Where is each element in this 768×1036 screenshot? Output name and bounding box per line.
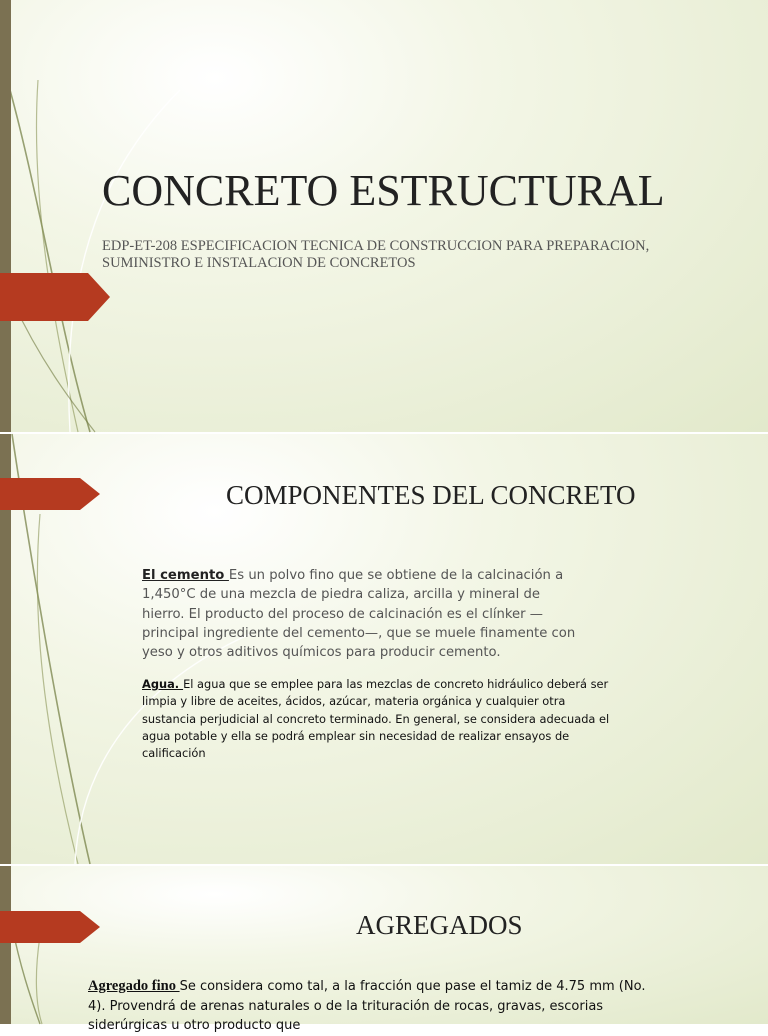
- side-bar: [0, 866, 11, 1024]
- agregado-fino-paragraph: [88, 977, 663, 1036]
- decorative-swirl: [0, 0, 200, 432]
- slide-subtitle: EDP-ET-208 ESPECIFICACION TECNICA DE CONSTRUCCION PARA PREPARACION, SUMINISTRO E INSTALACION DE CONCRETOS: [102, 238, 650, 271]
- slide-title-text: CONCRETO ESTRUCTURAL: [102, 166, 665, 215]
- slide-title-text: AGREGADOS: [356, 910, 523, 940]
- cemento-text: Es un polvo fino que se obtiene de la calcinación a 1,450°C de una mezcla de piedra caliza, arcilla y mineral de hierro. El producto del proceso de calcinación es el clínker —principal ingrediente del cemento—, que se muele finamente con yeso y otros aditivos químicos para producir cemento.: [142, 568, 576, 661]
- slide-components: [0, 434, 768, 864]
- agua-paragraph: [142, 676, 622, 762]
- agua-term: Agua.: [142, 677, 184, 691]
- slide-aggregates: [0, 866, 768, 1033]
- cemento-paragraph: [142, 566, 582, 662]
- accent-tab: [0, 478, 100, 510]
- agua-text: El agua que se emplee para las mezclas de concreto hidráulico deberá ser limpia y libre de aceites, ácidos, azúcar, materia orgánica y cualquier otra sustancia perjudicial al concreto terminado. En general, se considera adecuada el agua potable y ella se podrá emplear sin necesidad de realizar ensayos de calificación: [142, 677, 610, 761]
- slide-title-text: COMPONENTES DEL CONCRETO: [226, 480, 636, 510]
- agregado-fino-term: Agregado fino: [88, 978, 180, 994]
- cemento-term: El cemento: [142, 568, 229, 583]
- accent-tab: [0, 911, 100, 943]
- side-bar: [0, 0, 11, 432]
- slide-title: [0, 0, 768, 432]
- agregado-fino-text: Se considera como tal, a la fracción que pase el tamiz de 4.75 mm (No. 4). Provendrá de arenas naturales o de la trituración de rocas, gravas, escorias siderúrgicas u otro producto que: [88, 979, 646, 1033]
- accent-tab: [0, 273, 110, 321]
